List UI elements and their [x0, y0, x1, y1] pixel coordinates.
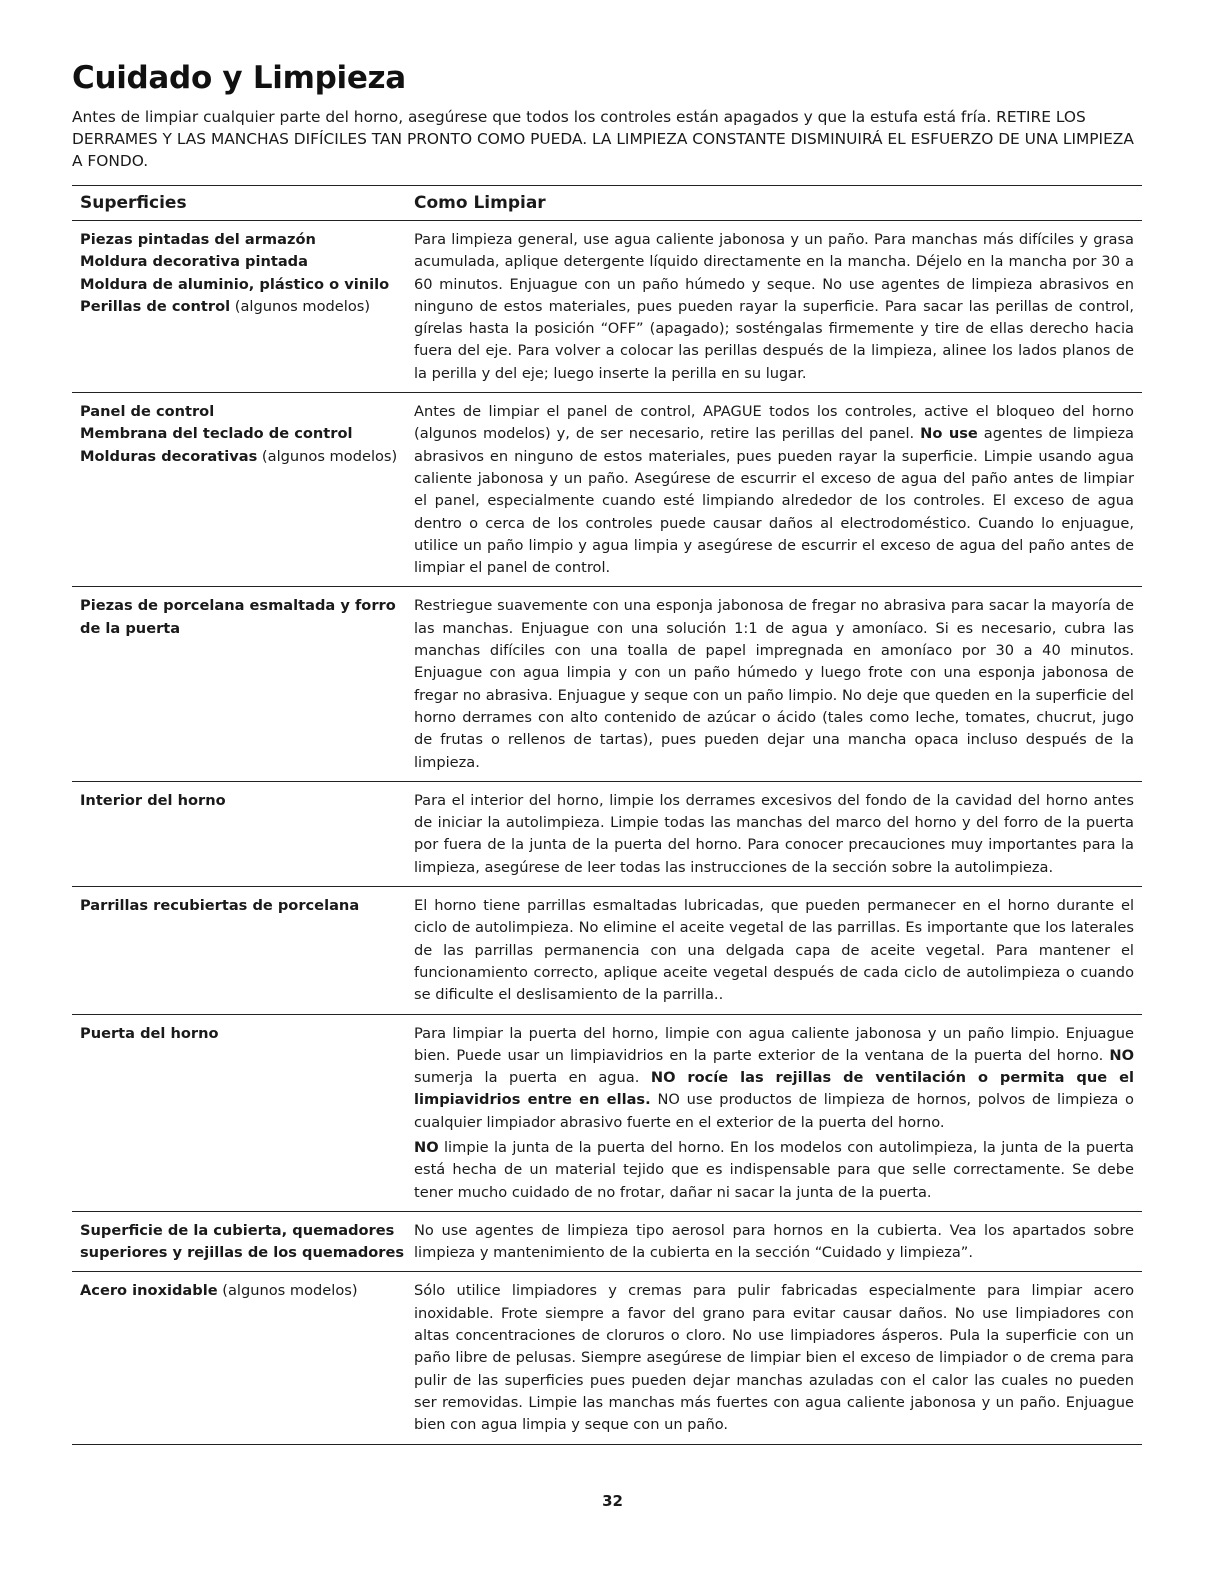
description-text: El horno tiene parrillas esmaltadas lubricadas, que pueden permanecer en el horno durante el ciclo de autolimpieza. No elimine el aceite vegetal de las parrillas. Es importante que los laterales de las parrillas permanencia con una delgada capa de aceite vegetal. Para mantener el funcionamiento correcto, aplique aceite vegetal después de cada ciclo de autolimpieza o cuando se dificulte el deslisamiento de la parrilla.. — [414, 897, 1134, 1004]
description-text — [414, 1137, 1134, 1204]
surface-cell — [72, 229, 414, 385]
surface-name: Perillas de control — [80, 297, 231, 315]
description-part: Para limpiar la puerta del horno, limpie con agua caliente jabonosa y un paño limpio. Enjuague bien. Puede usar un limpiavidrios en la parte exterior de la ventana de la puerta del horno. — [414, 1024, 1134, 1064]
description-text — [414, 1023, 1134, 1134]
cleaning-table — [72, 185, 1142, 1445]
table-row — [72, 782, 1142, 887]
description-emphasis: NO rocíe las rejillas de ventilación o permita que el limpiavidrios entre en ellas. — [414, 1069, 1134, 1109]
description-emphasis: NO — [414, 1138, 439, 1156]
description-text: Para el interior del horno, limpie los derrames excesivos del fondo de la cavidad del horno antes de iniciar la autolimpieza. Limpie todas las manchas del marco del horno y del forro de la puerta por fuera de la junta de la puerta del horno. Para conocer precauciones muy importantes para la limpieza, asegúrese de leer todas las instrucciones de la sección sobre la autolimpieza. — [414, 791, 1134, 876]
table-row — [72, 1212, 1142, 1273]
header-surfaces: Superficies — [80, 193, 187, 213]
description-part: agentes de limpieza abrasivos en ninguno de estos materiales, pues pueden rayar la superficie. Limpie usando agua caliente jabonosa y un paño. Asegúrese de escurrir el exceso de agua del paño antes de limpiar el panel, especialmente cuando esté limpiando alrededor de los controles. El exceso de agua dentro o cerca de los controles puede causar daños al electrodoméstico. Cuando lo enjuague, utilice un paño limpio y agua limpia y asegúrese de escurrir el exceso de agua del paño antes de limpiar el panel de control. — [414, 425, 1135, 577]
surface-name: Piezas de porcelana esmaltada y forro de la puerta — [80, 597, 396, 637]
surface-note: (algunos modelos) — [257, 447, 398, 465]
description-cell — [414, 1280, 1142, 1436]
table-row — [72, 221, 1142, 393]
surface-name: Membrana del teclado de control — [80, 425, 353, 443]
table-row — [72, 1272, 1142, 1444]
surface-cell — [72, 1220, 414, 1265]
surface-name: Moldura decorativa pintada — [80, 253, 308, 271]
surface-name: Piezas pintadas del armazón — [80, 231, 316, 248]
surface-name: Interior del horno — [80, 791, 226, 809]
description-emphasis: No use — [920, 425, 978, 443]
description-cell — [414, 1220, 1142, 1265]
description-cell — [414, 229, 1142, 385]
description-emphasis: NO — [1109, 1046, 1134, 1064]
surface-cell — [72, 1023, 414, 1204]
description-text: No use agentes de limpieza tipo aerosol para hornos en la cubierta. Vea los apartados sobre limpieza y mantenimiento de la cubierta en la sección “Cuidado y limpieza”. — [414, 1221, 1134, 1262]
description-cell — [414, 895, 1142, 1006]
description-text: Para limpieza general, use agua caliente jabonosa y un paño. Para manchas más difíciles y grasa acumulada, aplique detergente líquido directamente en la mancha. Déjelo en la mancha por 30 a 60 minutos. Enjuague con un paño húmedo y seque. No use agentes de limpieza abrasivos en ninguno de estos materiales, pues pueden rayar la superficie. Para sacar las perillas de control, gírelas hasta la posición “OFF” (apagado); sosténgalas firmemente y tire de ellas derecho hacia fuera del eje. Para volver a colocar las perillas después de la limpieza, alinee los lados planos de la perilla y del eje; luego inserte la perilla en su lugar. — [414, 231, 1134, 382]
surface-cell — [72, 895, 414, 1006]
surface-cell — [72, 1280, 414, 1436]
table-header — [72, 186, 1142, 221]
surface-name: Parrillas recubiertas de porcelana — [80, 897, 360, 915]
page-content — [72, 60, 1142, 1445]
surface-name: Puerta del horno — [80, 1024, 219, 1042]
table-row — [72, 1015, 1142, 1212]
header-how-to-clean: Como Limpiar — [414, 193, 546, 213]
page-title: Cuidado y Limpieza — [72, 60, 406, 96]
surface-name: Superficie de la cubierta, quemadores superiores y rejillas de los quemadores — [80, 1221, 405, 1262]
surface-name: Molduras decorativas — [80, 447, 258, 465]
surface-note: (algunos modelos) — [217, 1282, 358, 1300]
description-cell — [414, 1023, 1142, 1204]
surface-cell — [72, 790, 414, 879]
description-cell — [414, 790, 1142, 879]
description-part: limpie la junta de la puerta del horno. En los modelos con autolimpieza, la junta de la puerta está hecha de un material tejido que es indispensable para que selle correctamente. Se debe tener mucho cuidado de no frotar, dañar ni sacar la junta de la puerta. — [414, 1138, 1134, 1201]
table-row — [72, 887, 1142, 1014]
description-cell — [414, 401, 1142, 579]
surface-cell — [72, 401, 414, 579]
surface-name: Moldura de aluminio, plástico o vinilo — [80, 275, 390, 293]
description-part: NO use productos de limpieza de hornos, polvos de limpieza o cualquier limpiador abrasivo fuerte en el exterior de la puerta del horno. — [414, 1091, 1134, 1131]
page-number: 32 — [602, 1492, 623, 1510]
description-text — [414, 401, 1134, 579]
description-part: Antes de limpiar el panel de control, APAGUE todos los controles, active el bloqueo del horno (algunos modelos) y, de ser necesario, retire las perillas del panel. — [414, 403, 1134, 443]
description-text: Sólo utilice limpiadores y cremas para pulir fabricadas especialmente para limpiar acero inoxidable. Frote siempre a favor del grano para evitar causar daños. No use limpiadores con altas concentraciones de cloruros o cloro. No use limpiadores ásperos. Pula la superficie con un paño libre de pelusas. Siempre asegúrese de limpiar bien el exceso de limpiador o de crema para pulir de las superficies pues pueden dejar manchas azuladas con el calor las cuales no pueden ser removidas. Limpie las manchas más fuertes con agua caliente jabonosa y un paño. Enjuague bien con agua limpia y seque con un paño. — [414, 1282, 1134, 1434]
surface-name: Acero inoxidable — [80, 1282, 218, 1300]
table-row — [72, 393, 1142, 587]
intro-paragraph: Antes de limpiar cualquier parte del horno, asegúrese que todos los controles están apagados y que la estufa está fría. RETIRE LOS DERRAMES Y LAS MANCHAS DIFÍCILES TAN PRONTO COMO PUEDA. LA LIMPIEZA CONSTANTE DISMINUIRÁ EL ESFUERZO DE UNA LIMPIEZA A FONDO. — [72, 108, 1134, 170]
description-cell — [414, 595, 1142, 773]
surface-name: Panel de control — [80, 403, 215, 421]
surface-cell — [72, 595, 414, 773]
table-row — [72, 587, 1142, 781]
surface-note: (algunos modelos) — [230, 297, 371, 315]
description-part: sumerja la puerta en agua. — [414, 1069, 651, 1087]
description-text: Restriegue suavemente con una esponja jabonosa de fregar no abrasiva para sacar la mayoría de las manchas. Enjuague con una solución 1:1 de agua y amoníaco. Si es necesario, cubra las manchas difíciles con una toalla de papel impregnada en amoníaco por 30 a 40 minutos. Enjuague con agua limpia y con un paño húmedo y luego frote con una esponja jabonosa de fregar no abrasiva. Enjuague y seque con un paño limpio. No deje que queden en la superficie del horno derrames con alto contenido de azúcar o ácido (tales como leche, tomates, chucrut, jugo de frutas o rellenos de tartas), pues pueden dejar una mancha opaca incluso después de la limpieza. — [414, 597, 1134, 771]
